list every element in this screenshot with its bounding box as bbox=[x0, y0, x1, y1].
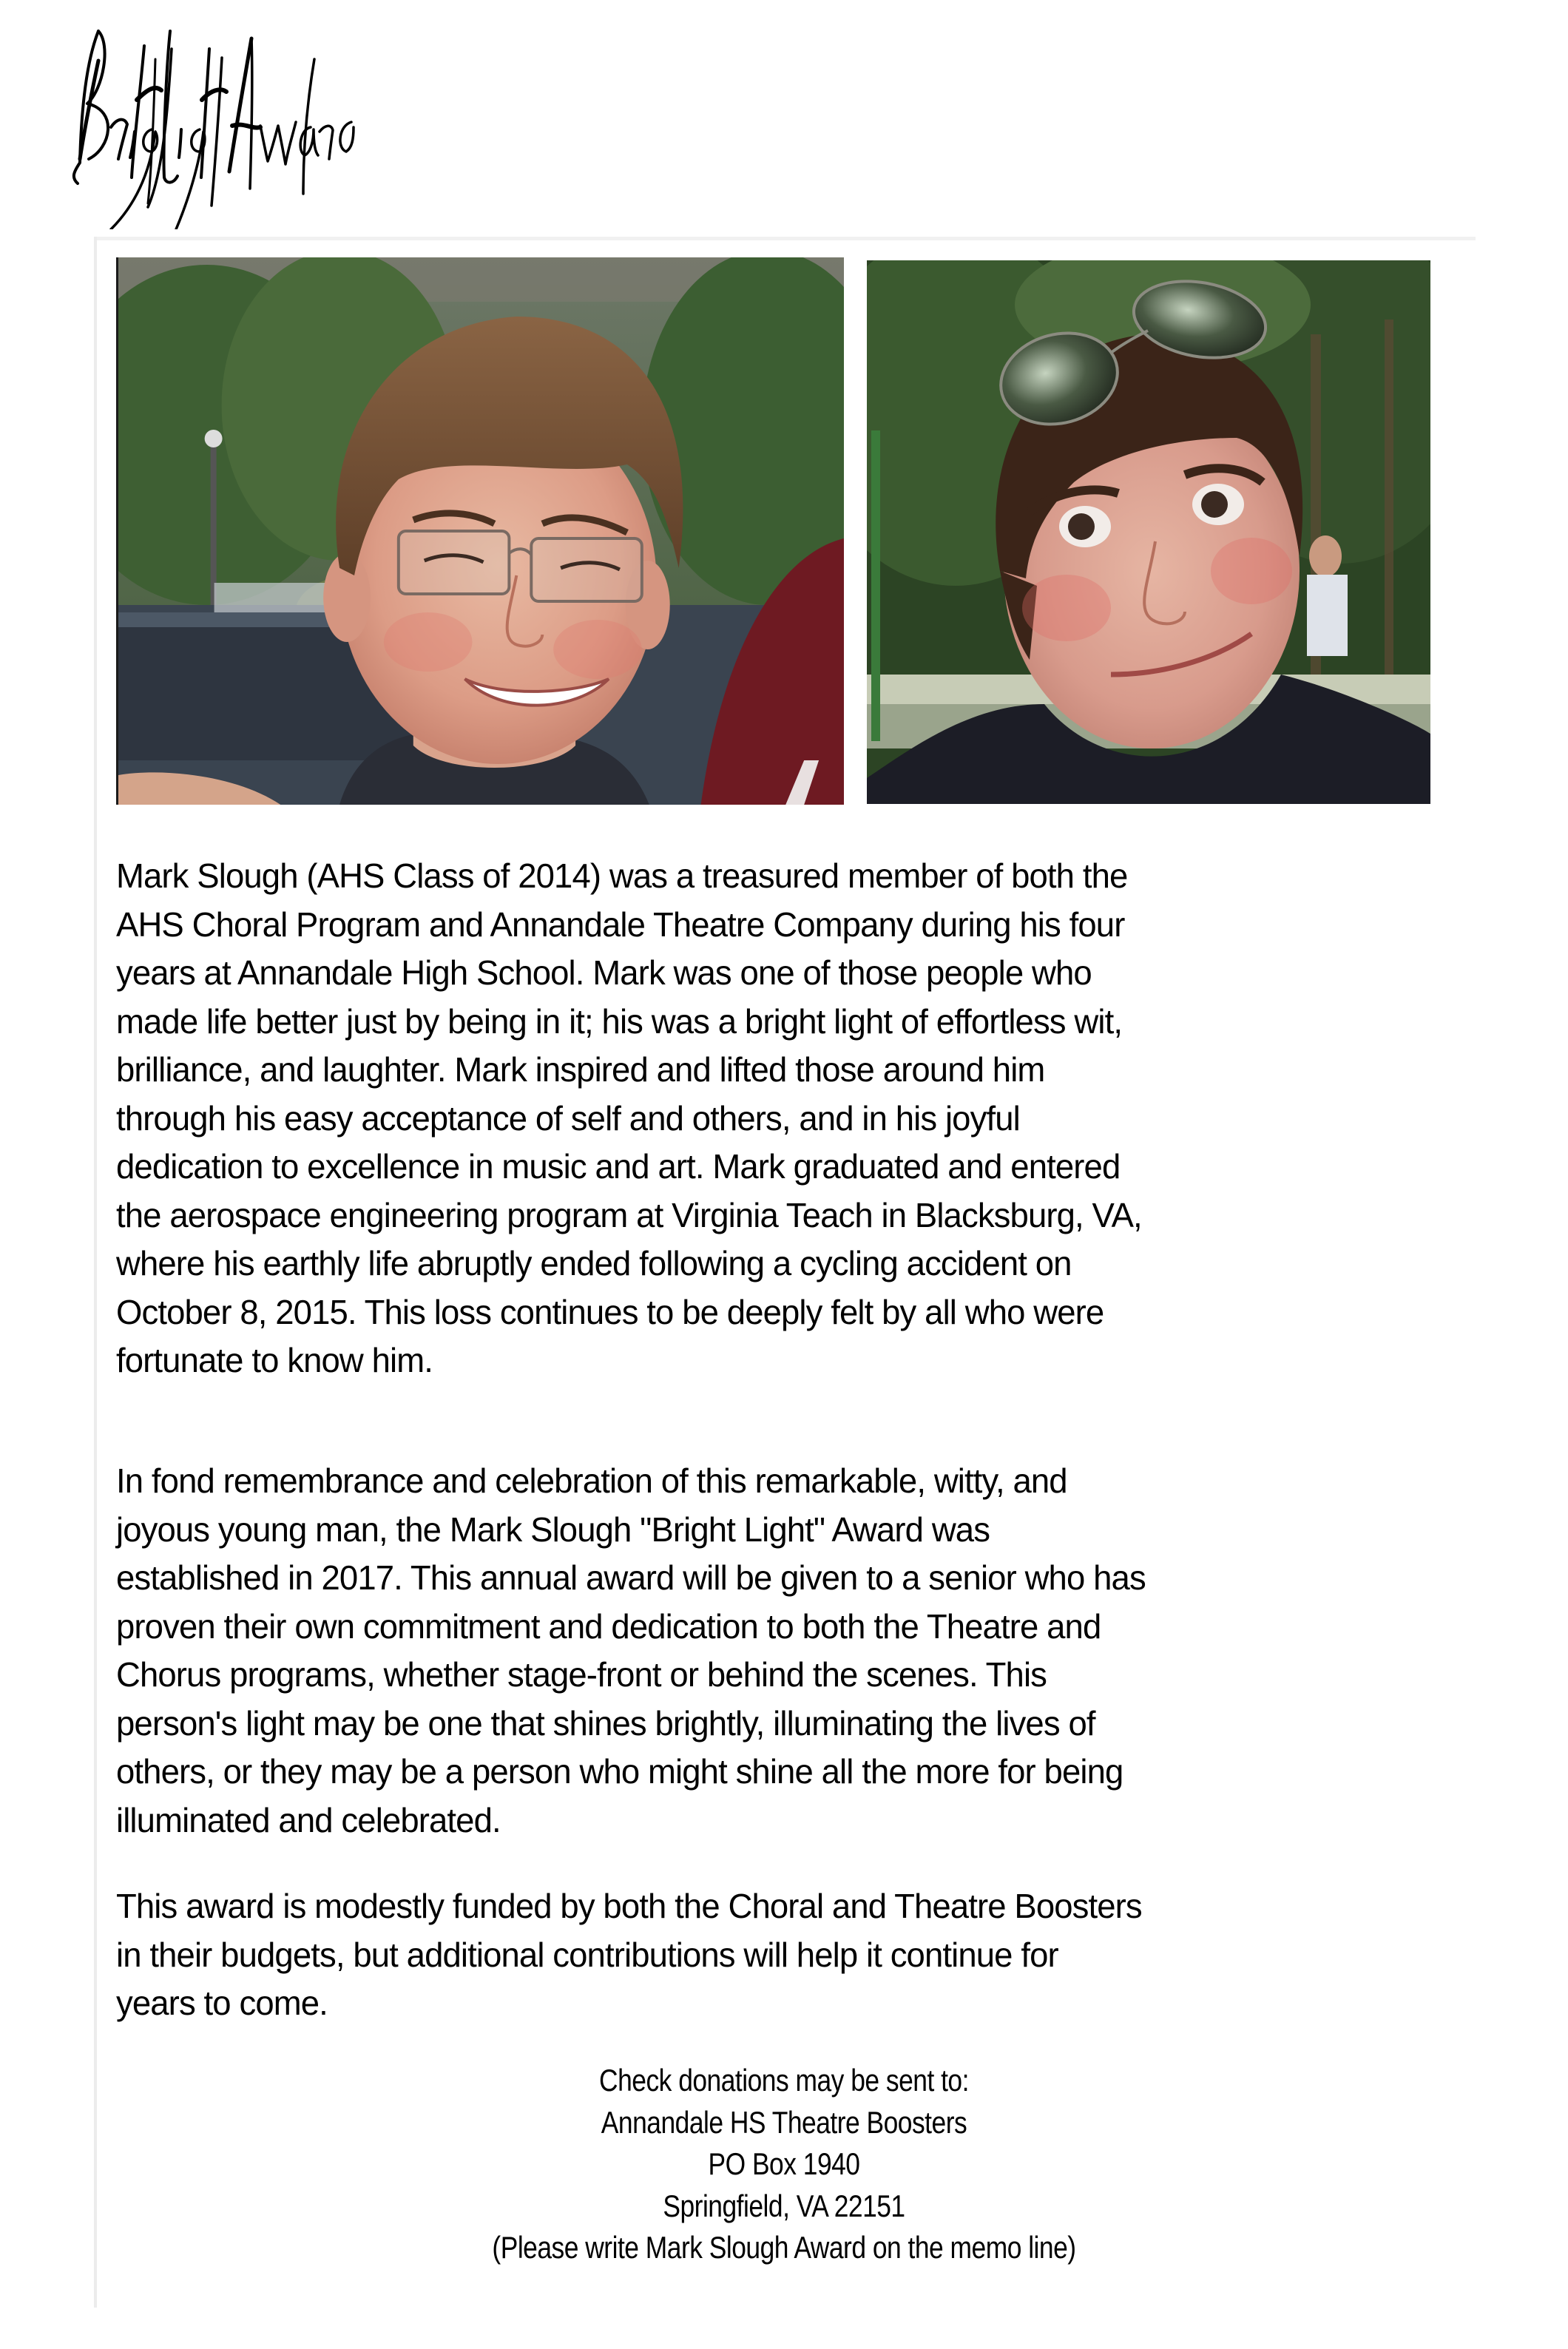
award-line: In fond remembrance and celebration of this remarkable, witty, and bbox=[116, 1461, 1067, 1500]
photo-mark-sunglasses bbox=[867, 260, 1430, 804]
bio-line: dedication to excellence in music and art. Mark graduated and entered bbox=[116, 1147, 1121, 1186]
bio-line: AHS Choral Program and Annandale Theatre Company during his four bbox=[116, 905, 1125, 944]
script-title-lettering bbox=[0, 0, 1568, 229]
page-title bbox=[0, 0, 1568, 229]
award-line: established in 2017. This annual award will be given to a senior who has bbox=[116, 1558, 1146, 1597]
donation-recipient: Annandale HS Theatre Boosters bbox=[601, 2104, 967, 2140]
donation-address-block bbox=[266, 2060, 1302, 2269]
bio-line: October 8, 2015. This loss continues to be deeply felt by all who were bbox=[116, 1292, 1104, 1331]
funding-line: in their budgets, but additional contributions will help it continue for bbox=[116, 1935, 1058, 1974]
bio-line: Mark Slough (AHS Class of 2014) was a treasured member of both the bbox=[116, 856, 1128, 895]
award-line: person's light may be one that shines brightly, illuminating the lives of bbox=[116, 1703, 1095, 1743]
award-line: joyous young man, the Mark Slough "Bright Light" Award was bbox=[116, 1510, 990, 1549]
frame-top-border bbox=[94, 237, 1476, 240]
award-line: others, or they may be a person who might shine all the more for being bbox=[116, 1752, 1123, 1791]
donation-heading: Check donations may be sent to: bbox=[599, 2063, 969, 2098]
frame-left-border bbox=[94, 237, 97, 2308]
funding-line: years to come. bbox=[116, 1984, 328, 2022]
bio-paragraph bbox=[116, 852, 1462, 1385]
bio-line: where his earthly life abruptly ended following a cycling accident on bbox=[116, 1244, 1072, 1282]
bio-line: made life better just by being in it; his was a bright light of effortless wit, bbox=[116, 1001, 1123, 1041]
award-line: Chorus programs, whether stage-front or behind the scenes. This bbox=[116, 1655, 1047, 1694]
bio-line: brilliance, and laughter. Mark inspired and lifted those around him bbox=[116, 1050, 1045, 1089]
funding-paragraph bbox=[116, 1882, 1462, 2028]
bio-line: fortunate to know him. bbox=[116, 1341, 433, 1379]
bio-line: through his easy acceptance of self and others, and in his joyful bbox=[116, 1098, 1020, 1138]
award-line: proven their own commitment and dedication to both the Theatre and bbox=[116, 1606, 1101, 1646]
award-line: illuminated and celebrated. bbox=[116, 1800, 501, 1839]
bio-line: the aerospace engineering program at Virginia Teach in Blacksburg, VA, bbox=[116, 1195, 1142, 1234]
bio-line: years at Annandale High School. Mark was one of those people who bbox=[116, 953, 1092, 992]
funding-line: This award is modestly funded by both the Choral and Theatre Boosters bbox=[116, 1887, 1142, 1925]
photo-2-image bbox=[867, 260, 1430, 804]
photo-mark-smiling bbox=[116, 257, 844, 805]
donation-po-box: PO Box 1940 bbox=[708, 2146, 860, 2181]
award-description-paragraph bbox=[116, 1457, 1462, 1845]
photo-1-image bbox=[118, 257, 844, 805]
donation-memo-note: (Please write Mark Slough Award on the memo line) bbox=[492, 2230, 1076, 2265]
donation-city-state-zip: Springfield, VA 22151 bbox=[663, 2188, 905, 2223]
